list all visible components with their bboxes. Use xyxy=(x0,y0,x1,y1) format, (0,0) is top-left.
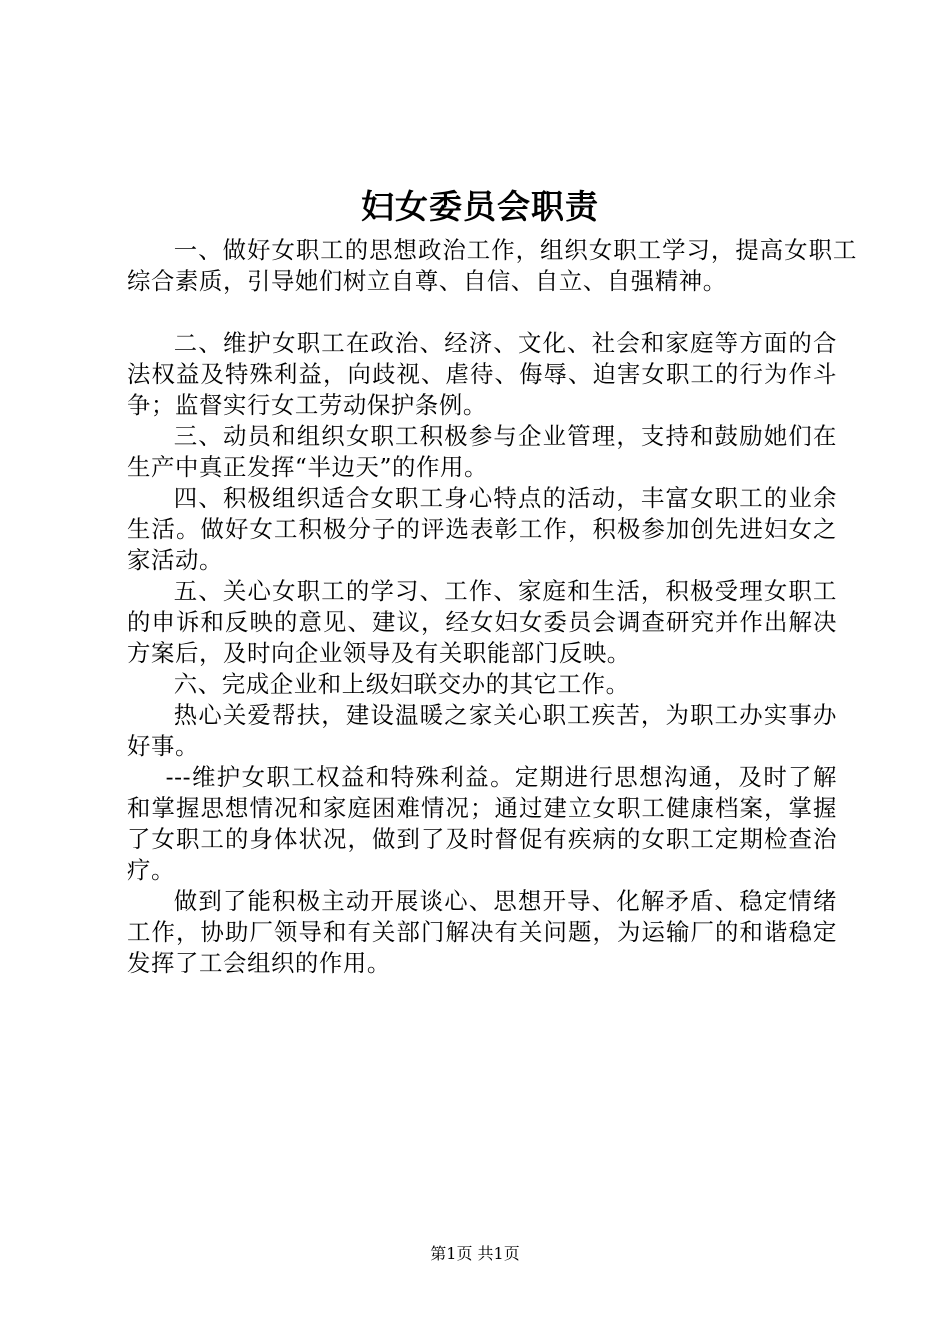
paragraph-2: 二、维护女职工在政治、经济、文化、社会和家庭等方面的合法权益及特殊利益，向歧视、虐待、侮辱、迫害女职工的行为作斗争；监督实行女工劳动保护条例。 xyxy=(127,329,837,419)
paragraph-9: 做到了能积极主动开展谈心、思想开导、化解矛盾、稳定情绪工作，协助厂领导和有关部门解决有关问题，为运输厂的和谐稳定发挥了工会组织的作用。 xyxy=(127,887,837,977)
paragraph-5: 五、关心女职工的学习、工作、家庭和生活，积极受理女职工的申诉和反映的意见、建议，经女妇女委员会调查研究并作出解决方案后，及时向企业领导及有关职能部门反映。 xyxy=(127,577,837,667)
paragraph-4: 四、积极组织适合女职工身心特点的活动，丰富女职工的业余生活。做好女工积极分子的评选表彰工作，积极参加创先进妇女之家活动。 xyxy=(127,484,837,574)
paragraph-1: 一、做好女职工的思想政治工作，组织女职工学习，提高女职工综合素质，引导她们树立自尊、自信、自立、自强精神。 xyxy=(127,236,857,295)
paragraph-3: 三、动员和组织女职工积极参与企业管理，支持和鼓励她们在生产中真正发挥“半边天”的作用。 xyxy=(127,422,837,481)
document-title: 妇女委员会职责 xyxy=(361,187,599,226)
page-footer: 第1页 共1页 xyxy=(430,1244,520,1263)
paragraph-7: 热心关爱帮扶，建设温暖之家关心职工疾苦，为职工办实事办好事。 xyxy=(127,701,837,760)
paragraph-6: 六、完成企业和上级妇联交办的其它工作。 xyxy=(173,670,630,698)
paragraph-8: ---维护女职工权益和特殊利益。定期进行思想沟通，及时了解和掌握思想情况和家庭困难情况；通过建立女职工健康档案，掌握了女职工的身体状况，做到了及时督促有疾病的女职工定期检查治疗。 xyxy=(127,763,837,884)
document-body xyxy=(127,235,857,979)
